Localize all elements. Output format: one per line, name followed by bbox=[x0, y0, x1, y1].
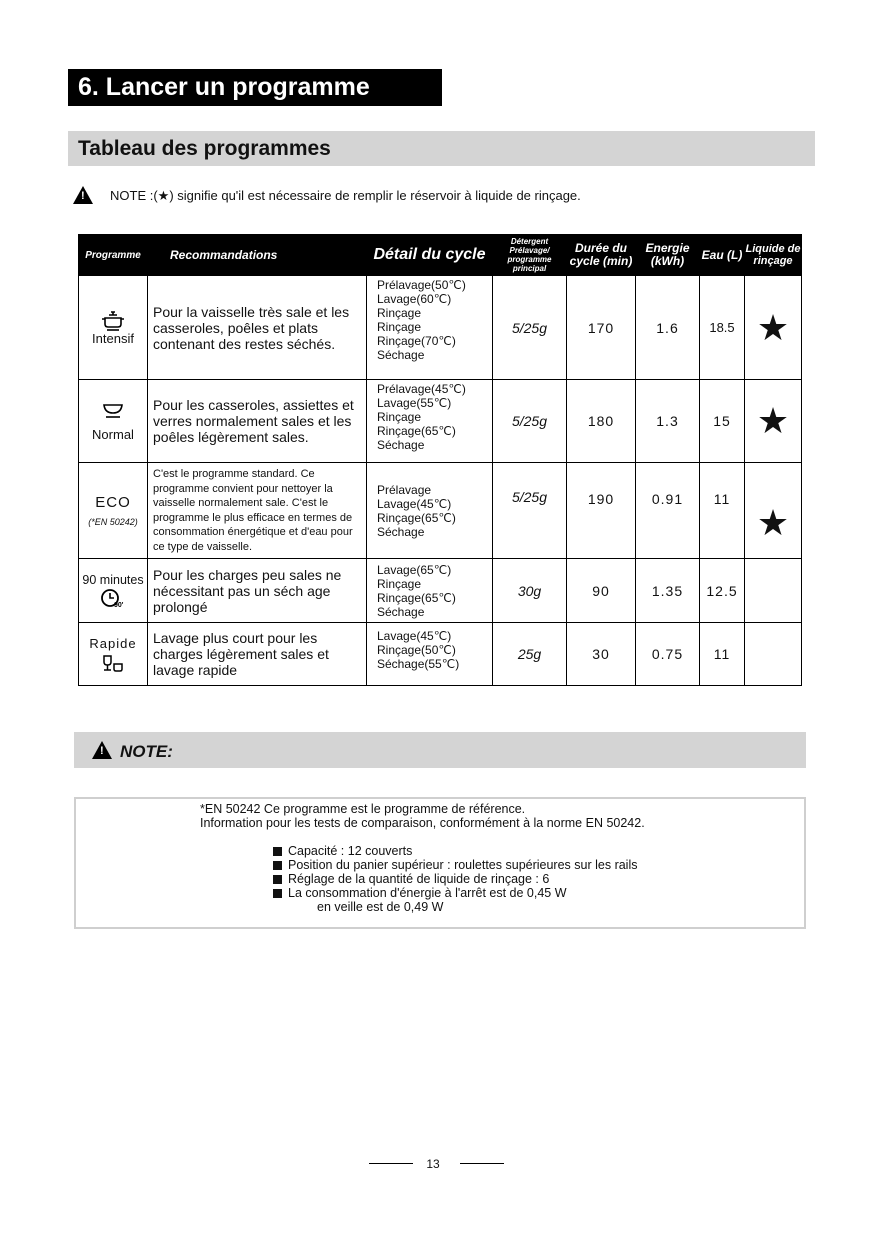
bullet-text: Position du panier supérieur : roulettes supérieures sur les rails bbox=[288, 858, 638, 872]
note-line-1: *EN 50242 Ce programme est le programme de référence. bbox=[200, 802, 526, 816]
water-value: 18.5 bbox=[700, 276, 745, 380]
water-value: 12.5 bbox=[700, 559, 745, 623]
table-row bbox=[79, 559, 802, 623]
table-row bbox=[79, 463, 802, 559]
cycle-detail bbox=[367, 380, 493, 463]
energy-value: 1.3 bbox=[636, 380, 700, 463]
note-line-2: Information pour les tests de comparaison, conformément à la norme EN 50242. bbox=[200, 816, 645, 830]
cycle-step: Rinçage(65℃) bbox=[377, 424, 456, 438]
cycle-step: Lavage(65℃) bbox=[377, 562, 452, 577]
table-row bbox=[79, 276, 802, 380]
cycle-step: Lavage(55℃) bbox=[377, 396, 452, 410]
detergent-value: 25g bbox=[493, 623, 567, 686]
note-title: NOTE: bbox=[120, 742, 173, 761]
rinse-aid-star: ★ bbox=[745, 463, 802, 559]
header-detail: Détail du cycle bbox=[367, 235, 493, 276]
recommendation: C'est le programme standard. Ce programme convient pour nettoyer la vaisselle normalement sale. C'est le programme le plus efficace en termes de consommation énergétique et d'eau pour ce type de vaisselle. bbox=[148, 463, 367, 559]
cycle-step: Rinçage bbox=[377, 320, 422, 334]
note-bullet bbox=[273, 844, 412, 858]
energy-value: 0.91 bbox=[636, 463, 700, 559]
bullet-text: Réglage de la quantité de liquide de rinçage : 6 bbox=[288, 872, 550, 886]
cycle-step: Séchage bbox=[377, 348, 425, 362]
recommendation: Pour les casseroles, assiettes et verres normalement sales et les poêles légèrement sales. bbox=[148, 380, 367, 463]
cycle-detail bbox=[367, 623, 493, 686]
cycle-step: Séchage bbox=[377, 604, 425, 619]
detergent-value: 30g bbox=[493, 559, 567, 623]
cycle-step: Lavage(45℃) bbox=[377, 496, 452, 511]
header-eau: Eau (L) bbox=[700, 235, 745, 276]
cycle-step: Lavage(60℃) bbox=[377, 292, 452, 306]
program-rapide bbox=[79, 623, 148, 686]
cycle-detail bbox=[367, 276, 493, 380]
warning-icon bbox=[73, 186, 93, 204]
program-name: ECO bbox=[95, 494, 131, 511]
duration-value: 180 bbox=[567, 380, 636, 463]
table-header-row bbox=[79, 235, 802, 276]
header-duree: Durée du cycle (min) bbox=[567, 235, 636, 276]
duration-value: 190 bbox=[567, 463, 636, 559]
header-detergent: Détergent Prélavage/ programme principal bbox=[493, 235, 567, 276]
detergent-value: 5/25g bbox=[493, 276, 567, 380]
header-energie: Energie (kWh) bbox=[636, 235, 700, 276]
rinse-aid-empty bbox=[745, 623, 802, 686]
bullet-square bbox=[273, 847, 282, 856]
energy-value: 0.75 bbox=[636, 623, 700, 686]
cycle-step: Rinçage bbox=[377, 410, 422, 424]
page-rule-right bbox=[460, 1163, 504, 1164]
section-title: 6. Lancer un programme bbox=[68, 69, 442, 106]
clock-90-icon bbox=[100, 587, 126, 609]
header-liquide: Liquide de rinçage bbox=[745, 235, 802, 276]
cycle-step: Rinçage bbox=[377, 576, 422, 591]
cycle-step: Prélavage bbox=[377, 482, 432, 497]
bullet-text: Capacité : 12 couverts bbox=[288, 844, 413, 858]
warning-icon bbox=[92, 741, 112, 759]
cycle-step: Séchage bbox=[377, 524, 425, 539]
clock-90-label: 90' bbox=[114, 601, 124, 609]
pot-icon bbox=[100, 309, 126, 331]
recommendation: Pour la vaisselle très sale et les casseroles, poêles et plats contenant des restes séchés. bbox=[148, 276, 367, 380]
cycle-step: Rinçage(70℃) bbox=[377, 334, 456, 348]
cycle-step: Prélavage(45℃) bbox=[377, 382, 466, 396]
bullet-square bbox=[273, 889, 282, 898]
note-line: NOTE :(★) signifie qu'il est nécessaire de remplir le réservoir à liquide de rinçage. bbox=[110, 188, 581, 203]
page-rule-left bbox=[369, 1163, 413, 1164]
recommendation: Pour les charges peu sales ne nécessitant pas un séch age prolongé bbox=[148, 559, 367, 623]
water-value: 15 bbox=[700, 380, 745, 463]
recommendation: Lavage plus court pour les charges légèrement sales et lavage rapide bbox=[148, 623, 367, 686]
note-bullet bbox=[273, 858, 637, 872]
bullet-square bbox=[273, 861, 282, 870]
bullet-text: La consommation d'énergie à l'arrêt est de 0,45 W bbox=[288, 886, 567, 900]
rinse-aid-star: ★ bbox=[745, 380, 802, 463]
program-name: Normal bbox=[92, 426, 134, 442]
program-eco bbox=[79, 463, 148, 559]
cycle-step: Lavage(45℃) bbox=[377, 629, 452, 643]
page-number: 13 bbox=[426, 1157, 440, 1171]
water-value: 11 bbox=[700, 623, 745, 686]
energy-value: 1.6 bbox=[636, 276, 700, 380]
subsection-title: Tableau des programmes bbox=[68, 131, 815, 166]
bowl-icon bbox=[101, 401, 125, 419]
cycle-step: Séchage(55℃) bbox=[377, 657, 460, 671]
program-name: 90 minutes bbox=[82, 572, 144, 587]
note-bar bbox=[74, 732, 806, 768]
note-bullet bbox=[273, 872, 549, 886]
program-table bbox=[78, 234, 802, 686]
duration-value: 90 bbox=[567, 559, 636, 623]
energy-value: 1.35 bbox=[636, 559, 700, 623]
header-programme: Programme bbox=[79, 235, 148, 276]
cycle-step: Séchage bbox=[377, 438, 425, 452]
cycle-step: Rinçage(50℃) bbox=[377, 643, 456, 657]
cycle-step: Rinçage(65℃) bbox=[377, 590, 456, 605]
header-recommandations: Recommandations bbox=[148, 235, 367, 276]
cycle-detail bbox=[367, 463, 493, 559]
program-90-minutes bbox=[79, 559, 148, 623]
note-bullet bbox=[273, 886, 567, 900]
glass-cup-icon bbox=[101, 655, 125, 673]
cycle-detail bbox=[367, 559, 493, 623]
duration-value: 30 bbox=[567, 623, 636, 686]
bullet-square bbox=[273, 875, 282, 884]
program-name: Rapide bbox=[89, 635, 137, 651]
program-intensif bbox=[79, 276, 148, 380]
cycle-step: Rinçage(65℃) bbox=[377, 510, 456, 525]
note-continuation: en veille est de 0,49 W bbox=[317, 900, 444, 914]
cycle-step: Prélavage(50℃) bbox=[377, 278, 466, 292]
program-name: Intensif bbox=[92, 331, 134, 346]
duration-value: 170 bbox=[567, 276, 636, 380]
detergent-value: 5/25g bbox=[493, 463, 567, 559]
table-row bbox=[79, 623, 802, 686]
table-row bbox=[79, 380, 802, 463]
program-normal bbox=[79, 380, 148, 463]
detergent-value: 5/25g bbox=[493, 380, 567, 463]
water-value: 11 bbox=[700, 463, 745, 559]
rinse-aid-star: ★ bbox=[745, 276, 802, 380]
rinse-aid-empty bbox=[745, 559, 802, 623]
cycle-step: Rinçage bbox=[377, 306, 422, 320]
program-note: (*EN 50242) bbox=[88, 517, 138, 527]
